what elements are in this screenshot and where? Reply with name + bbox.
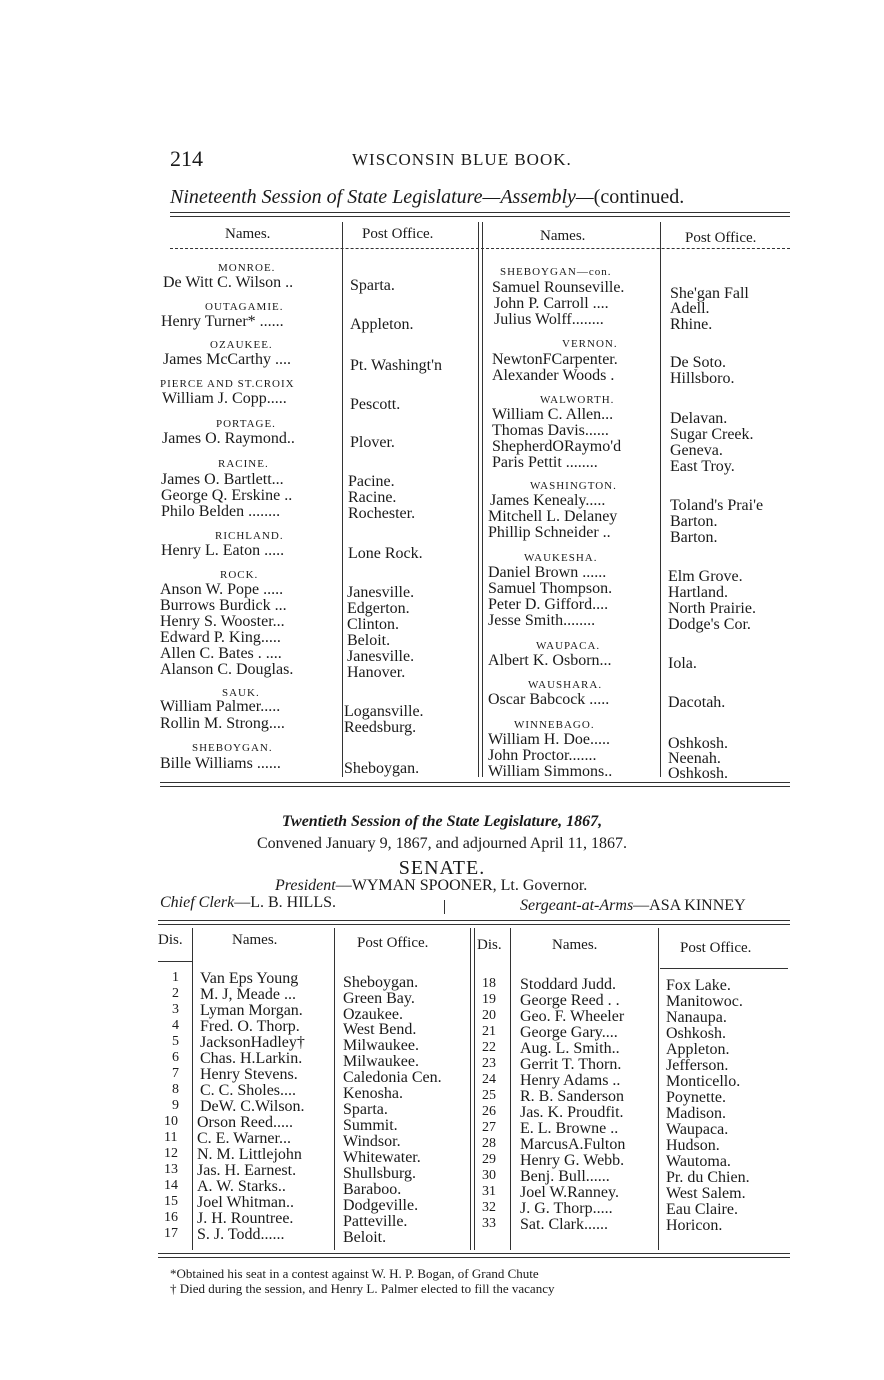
district-number: 13 <box>164 1162 178 1177</box>
s19-right-post-header: Post Office. <box>685 230 757 246</box>
member-name: Thomas Davis...... <box>492 422 609 439</box>
session19-title-italic: Nineteenth Session of State Legislature—Assembly— <box>170 186 594 208</box>
member-name: Samuel Rounseville. <box>492 279 625 296</box>
district-number: 26 <box>482 1104 496 1119</box>
senator-post-office: Sheboygan. <box>343 974 419 991</box>
member-name: Henry L. Eaton ..... <box>161 542 285 559</box>
senator-name: JacksonHadley† <box>200 1034 305 1051</box>
member-post-office: Lone Rock. <box>348 545 423 562</box>
senator-name: Geo. F. Wheeler <box>520 1008 625 1025</box>
member-name: William H. Doe..... <box>488 731 610 748</box>
member-post-office: Hanover. <box>347 664 406 681</box>
county-label: OUTAGAMIE. <box>205 301 284 313</box>
member-post-office: Hartland. <box>668 584 728 601</box>
senator-post-office: Caledonia Cen. <box>343 1069 442 1086</box>
senator-post-office: Sparta. <box>343 1101 388 1118</box>
senator-post-office: Poynette. <box>666 1089 726 1106</box>
senator-name: C. C. Sholes.... <box>200 1082 297 1099</box>
member-post-office: Beloit. <box>347 632 391 649</box>
member-name: William C. Allen... <box>492 406 614 423</box>
senator-post-office: Baraboo. <box>343 1181 402 1198</box>
senator-post-office: Horicon. <box>666 1217 723 1234</box>
s19-left-names-header: Names. <box>225 226 271 242</box>
district-number: 12 <box>164 1146 178 1161</box>
member-post-office: Pt. Washingt'n <box>350 357 442 374</box>
session19-title-tail: (continued. <box>593 186 685 208</box>
senator-post-office: Milwaukee. <box>343 1037 419 1054</box>
member-name: John Proctor....... <box>488 747 597 764</box>
member-post-office: Rhine. <box>670 316 713 333</box>
member-post-office: Pescott. <box>350 396 401 413</box>
county-label: SHEBOYGAN. <box>192 742 273 754</box>
member-post-office: De Soto. <box>670 354 726 371</box>
district-number: 2 <box>172 986 179 1001</box>
clerk-line <box>160 894 336 912</box>
senator-post-office: Fox Lake. <box>666 977 731 994</box>
member-post-office: Delavan. <box>670 410 728 427</box>
county-label: WASHINGTON. <box>530 480 617 492</box>
member-name: Oscar Babcock ..... <box>488 691 610 708</box>
footnote: † Died during the session, and Henry L. Palmer elected to fill the vacancy <box>170 1281 555 1296</box>
member-name: Alanson C. Douglas. <box>160 661 294 678</box>
s20-left-post-header: Post Office. <box>357 935 429 951</box>
page-number: 214 <box>170 146 203 171</box>
book-title: WISCONSIN BLUE BOOK. <box>352 150 572 169</box>
member-name: Henry S. Wooster... <box>160 613 285 630</box>
senator-name: M. J, Meade ... <box>200 986 296 1003</box>
district-number: 3 <box>172 1002 179 1017</box>
senator-post-office: West Salem. <box>666 1185 746 1202</box>
district-number: 1 <box>172 970 179 985</box>
member-post-office: Toland's Prai'e <box>670 497 764 514</box>
senator-post-office: Kenosha. <box>343 1085 403 1102</box>
district-number: 4 <box>172 1018 179 1033</box>
member-name: Burrows Burdick ... <box>160 597 287 614</box>
member-name: Rollin M. Strong.... <box>160 715 285 732</box>
member-post-office: Racine. <box>348 489 397 506</box>
senator-name: Orson Reed..... <box>197 1114 293 1131</box>
member-name: James O. Raymond.. <box>162 430 295 447</box>
senator-name: J. H. Rountree. <box>197 1210 294 1227</box>
district-number: 16 <box>164 1210 178 1225</box>
session19-title <box>170 186 684 209</box>
member-post-office: Geneva. <box>670 442 723 459</box>
senator-post-office: Summit. <box>343 1117 398 1134</box>
member-post-office: Sparta. <box>350 277 395 294</box>
president-text: —WYMAN SPOONER, Lt. Governor. <box>335 877 588 894</box>
member-name: Albert K. Osborn... <box>488 652 612 669</box>
district-number: 27 <box>482 1120 496 1135</box>
senator-name: Joel Whitman.. <box>197 1194 295 1211</box>
county-label: SHEBOYGAN—con. <box>500 266 612 278</box>
district-number: 17 <box>164 1226 178 1241</box>
member-name: Paris Pettit ........ <box>492 454 598 471</box>
senator-post-office: Patteville. <box>343 1213 408 1230</box>
district-number: 25 <box>482 1088 496 1103</box>
senator-post-office: Waupaca. <box>666 1121 729 1138</box>
county-label: PORTAGE. <box>216 418 276 430</box>
member-post-office: Edgerton. <box>347 600 410 617</box>
sergeant-line <box>520 897 746 915</box>
senator-name: Aug. L. Smith.. <box>520 1040 620 1057</box>
member-post-office: Sheboygan. <box>344 760 420 777</box>
member-name: Jesse Smith........ <box>488 612 596 629</box>
district-number: 8 <box>172 1082 179 1097</box>
district-number: 9 <box>172 1098 179 1113</box>
member-name: William Simmons.. <box>488 763 613 780</box>
member-post-office: Iola. <box>668 655 697 672</box>
district-number: 15 <box>164 1194 178 1209</box>
senator-name: S. J. Todd...... <box>197 1226 285 1243</box>
district-number: 28 <box>482 1136 496 1151</box>
district-number: 31 <box>482 1184 496 1199</box>
senator-name: E. L. Browne .. <box>520 1120 619 1137</box>
member-post-office: Hillsboro. <box>670 370 735 387</box>
member-post-office: North Prairie. <box>668 600 756 617</box>
clerk-label: Chief Clerk <box>160 894 235 911</box>
senator-name: Chas. H.Larkin. <box>200 1050 303 1067</box>
county-label: RICHLAND. <box>215 530 284 542</box>
county-label: RACINE. <box>218 458 269 470</box>
member-post-office: Oshkosh. <box>668 735 729 752</box>
county-label: WALWORTH. <box>540 394 615 406</box>
senator-name: Henry G. Webb. <box>520 1152 625 1169</box>
sergeant-label: Sergeant-at-Arms <box>520 897 634 914</box>
clerk-text: —L. B. HILLS. <box>234 894 336 911</box>
session20-convened: Convened January 9, 1867, and adjourned April 11, 1867. <box>256 835 627 852</box>
member-name: Phillip Schneider .. <box>488 524 611 541</box>
county-label: WAUSHARA. <box>528 679 603 691</box>
district-number: 20 <box>482 1008 496 1023</box>
district-number: 29 <box>482 1152 496 1167</box>
senator-post-office: Ozaukee. <box>343 1006 403 1023</box>
district-number: 19 <box>482 992 496 1007</box>
senator-name: Henry Adams .. <box>520 1072 621 1089</box>
senator-post-office: Jefferson. <box>666 1057 729 1074</box>
senator-post-office: Windsor. <box>343 1133 401 1150</box>
session20-title: Twentieth Session of the State Legislature, 1867, <box>281 813 603 830</box>
member-post-office: Barton. <box>670 513 718 530</box>
member-name: Henry Turner* ...... <box>161 313 284 330</box>
member-post-office: Appleton. <box>350 316 414 333</box>
senator-post-office: Monticello. <box>666 1073 741 1090</box>
district-number: 6 <box>172 1050 179 1065</box>
s20-left-dis-header: Dis. <box>158 932 183 948</box>
district-number: 23 <box>482 1056 496 1071</box>
senator-name: A. W. Starks.. <box>197 1178 286 1195</box>
senator-post-office: Appleton. <box>666 1041 730 1058</box>
senator-name: Jas. H. Earnest. <box>197 1162 297 1179</box>
member-post-office: She'gan Fall <box>670 285 749 302</box>
senator-name: J. G. Thorp..... <box>520 1200 613 1217</box>
senator-post-office: Wautoma. <box>666 1153 731 1170</box>
member-post-office: Dodge's Cor. <box>668 616 751 633</box>
member-name: Edward P. King..... <box>160 629 281 646</box>
member-name: Daniel Brown ...... <box>488 564 607 581</box>
senator-name: Stoddard Judd. <box>520 976 616 993</box>
member-post-office: Elm Grove. <box>668 568 743 585</box>
senator-name: Lyman Morgan. <box>200 1002 303 1019</box>
district-number: 7 <box>172 1066 179 1081</box>
senator-name: Gerrit T. Thorn. <box>520 1056 622 1073</box>
member-post-office: Plover. <box>350 434 395 451</box>
senator-name: George Reed . . <box>520 992 620 1009</box>
member-name: John P. Carroll .... <box>494 295 609 312</box>
senator-post-office: Eau Claire. <box>666 1201 738 1218</box>
member-post-office: Logansville. <box>344 703 424 720</box>
district-number: 5 <box>172 1034 179 1049</box>
senator-post-office: Green Bay. <box>343 990 415 1007</box>
footnote: *Obtained his seat in a contest against W. H. P. Bogan, of Grand Chute <box>170 1266 539 1281</box>
senator-post-office: Madison. <box>666 1105 726 1122</box>
county-label: ROCK. <box>220 569 259 581</box>
member-name: Peter D. Gifford.... <box>488 596 609 613</box>
s20-right-post-header: Post Office. <box>680 940 752 956</box>
member-post-office: Dacotah. <box>668 694 726 711</box>
member-name: Allen C. Bates . .... <box>160 645 282 662</box>
senator-name: C. E. Warner... <box>197 1130 291 1147</box>
senator-post-office: Whitewater. <box>343 1149 421 1166</box>
district-number: 24 <box>482 1072 496 1087</box>
senator-name: Henry Stevens. <box>200 1066 298 1083</box>
district-number: 22 <box>482 1040 496 1055</box>
senator-post-office: Pr. du Chien. <box>666 1169 750 1186</box>
district-number: 18 <box>482 976 496 991</box>
member-name: Philo Belden ........ <box>161 503 281 520</box>
district-number: 33 <box>482 1216 496 1231</box>
county-label: SAUK. <box>222 687 260 699</box>
member-post-office: Janesville. <box>347 584 415 601</box>
district-number: 30 <box>482 1168 496 1183</box>
county-label: VERNON. <box>562 338 618 350</box>
member-post-office: Reedsburg. <box>344 719 417 736</box>
member-post-office: Barton. <box>670 529 718 546</box>
s20-left-names-header: Names. <box>232 932 278 948</box>
senator-post-office: Beloit. <box>343 1229 387 1246</box>
member-post-office: East Troy. <box>670 458 735 475</box>
district-number: 32 <box>482 1200 496 1215</box>
president-label: President <box>275 877 336 894</box>
senate-heading: SENATE. <box>398 857 486 879</box>
president-line <box>275 877 587 895</box>
senator-name: Benj. Bull...... <box>520 1168 610 1185</box>
county-label: PIERCE AND ST.CROIX <box>160 378 295 390</box>
member-name: Alexander Woods . <box>492 367 615 384</box>
senator-post-office: Dodgeville. <box>343 1197 419 1214</box>
senator-name: DeW. C.Wilson. <box>200 1098 305 1115</box>
county-label: WAUKESHA. <box>524 552 598 564</box>
member-name: William Palmer..... <box>160 698 281 715</box>
senator-name: N. M. Littlejohn <box>197 1146 302 1163</box>
senator-name: Van Eps Young <box>200 970 299 987</box>
member-post-office: Sugar Creek. <box>670 426 754 443</box>
member-name: Samuel Thompson. <box>488 580 613 597</box>
member-name: James McCarthy .... <box>163 351 291 368</box>
senator-post-office: Oshkosh. <box>666 1025 727 1042</box>
district-number: 14 <box>164 1178 178 1193</box>
senator-name: Joel W.Ranney. <box>520 1184 619 1201</box>
district-number: 11 <box>164 1130 178 1145</box>
senator-post-office: West Bend. <box>343 1021 417 1038</box>
district-number: 21 <box>482 1024 496 1039</box>
s19-right-names-header: Names. <box>540 228 586 244</box>
county-label: WINNEBAGO. <box>514 719 595 731</box>
member-name: De Witt C. Wilson .. <box>163 274 294 291</box>
member-post-office: Oshkosh. <box>668 765 729 782</box>
senator-name: Fred. O. Thorp. <box>200 1018 300 1035</box>
s20-right-dis-header: Dis. <box>477 937 502 953</box>
sergeant-text: —ASA KINNEY <box>633 897 746 914</box>
senator-post-office: Hudson. <box>666 1137 720 1154</box>
senator-name: Jas. K. Proudfit. <box>520 1104 624 1121</box>
member-name: Mitchell L. Delaney <box>488 508 618 525</box>
district-number: 10 <box>164 1114 178 1129</box>
senator-post-office: Manitowoc. <box>666 993 743 1010</box>
member-name: ShepherdORaymo'd <box>492 438 622 455</box>
member-name: George Q. Erskine .. <box>161 487 293 504</box>
senator-post-office: Shullsburg. <box>343 1165 417 1182</box>
senator-name: Sat. Clark...... <box>520 1216 608 1233</box>
s20-right-names-header: Names. <box>552 937 598 953</box>
member-post-office: Pacine. <box>348 473 395 490</box>
member-name: James O. Bartlett... <box>161 471 284 488</box>
senator-name: R. B. Sanderson <box>520 1088 624 1105</box>
member-name: NewtonFCarpenter. <box>492 351 618 368</box>
county-label: MONROE. <box>218 262 276 274</box>
member-post-office: Clinton. <box>347 616 400 633</box>
member-name: Anson W. Pope ..... <box>160 581 284 598</box>
senator-post-office: Milwaukee. <box>343 1053 419 1070</box>
county-label: WAUPACA. <box>536 640 601 652</box>
s19-left-post-header: Post Office. <box>362 226 434 242</box>
member-name: Julius Wolff........ <box>494 311 604 328</box>
member-post-office: Janesville. <box>347 648 415 665</box>
senator-post-office: Nanaupa. <box>666 1009 727 1026</box>
member-post-office: Adell. <box>670 300 710 317</box>
member-name: James Kenealy..... <box>490 492 606 509</box>
member-name: Bille Williams ...... <box>160 755 281 772</box>
senator-name: MarcusA.Fulton <box>520 1136 626 1153</box>
county-label: OZAUKEE. <box>210 339 273 351</box>
member-post-office: Neenah. <box>668 750 721 767</box>
senator-name: George Gary.... <box>520 1024 618 1041</box>
member-name: William J. Copp..... <box>162 390 287 407</box>
member-post-office: Rochester. <box>348 505 416 522</box>
